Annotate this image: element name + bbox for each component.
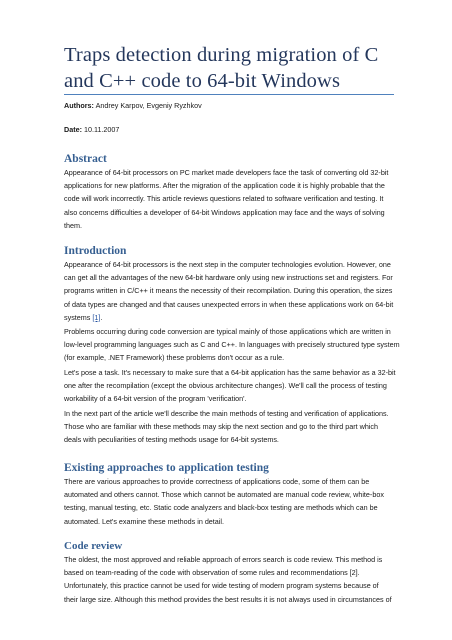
text-line: them. xyxy=(64,220,82,230)
text-line: workability of a 64-bit version of the program 'verification'. xyxy=(64,394,247,404)
text-line: There are various approaches to provide correctness of applications code, some of them can be xyxy=(64,477,370,486)
authors-value: Andrey Karpov, Evgeniy Ryzhkov xyxy=(95,101,202,110)
date-line xyxy=(64,125,119,135)
title-line-1: Traps detection during migration of C xyxy=(64,44,379,66)
text-line: The oldest, the most approved and reliable approach of errors search is code review. This method is xyxy=(64,555,383,564)
authors-line xyxy=(64,101,202,111)
text-line: testing, manual testing, etc. Static code analyzers and black-box testing are methods which can be xyxy=(64,503,378,513)
code-review-paragraph xyxy=(64,553,396,606)
abstract-heading: Abstract xyxy=(64,153,107,165)
date-value: 10.11.2007 xyxy=(83,125,120,134)
text-line: Appearance of 64-bit processors is the next step in the computer technologies evolution. However, one xyxy=(64,260,391,269)
text-line: automated and others cannot. Those which cannot be automated are manual code review, white-box xyxy=(64,490,384,500)
text-line: code will work incorrectly. This article reviews questions related to software verification and testing. It xyxy=(64,194,384,204)
text-line: Let's pose a task. It's necessary to make sure that a 64-bit application has the same behavior as a 32-bit xyxy=(64,368,396,377)
introduction-heading: Introduction xyxy=(64,245,127,257)
text-line: (for example, .NET Framework) these problems don't occur as a rule. xyxy=(64,353,285,363)
text-line: Problems occurring during code conversion are typical mainly of those applications which are written in xyxy=(64,327,391,336)
existing-approaches-paragraph xyxy=(64,475,396,528)
introduction-paragraph-3 xyxy=(64,366,396,406)
text-line: programs written in C/C++ it means the necessity of their recompilation. During this operation, the sizes xyxy=(64,286,393,296)
date-label: Date: xyxy=(64,125,82,134)
text-line: low-level programming languages such as C and C++. In languages with precisely structured type system xyxy=(64,340,400,350)
text-line: applications for new platforms. After the migration of the application code it is highly probable that the xyxy=(64,181,385,191)
text-line: can get all the advantages of the new 64-bit hardware only using new instructions set and registers. For xyxy=(64,273,393,283)
abstract-paragraph xyxy=(64,166,396,232)
text-line: In the next part of the article we'll describe the main methods of testing and verification of applications. xyxy=(64,409,389,418)
text-line: Unfortunately, this practice cannot be used for wide testing of modern program systems because of xyxy=(64,581,379,591)
title-divider xyxy=(64,94,394,95)
text-line xyxy=(64,311,396,324)
introduction-paragraph-2 xyxy=(64,325,400,365)
text-fragment: . xyxy=(100,312,103,322)
text-line: Appearance of 64-bit processors on PC market made developers face the task of converting old 32-bit xyxy=(64,168,389,177)
authors-label: Authors: xyxy=(64,101,94,110)
text-line: deals with peculiarities of testing methods usage for 64-bit systems. xyxy=(64,435,279,445)
code-review-heading: Code review xyxy=(64,540,123,552)
document-title xyxy=(64,42,404,94)
text-line: one after the recompilation (except the obvious architecture changes). We'll call the process of testing xyxy=(64,381,387,391)
text-line: also concerns difficulties a developer of 64-bit Windows application may face and the ways of solving xyxy=(64,207,385,217)
text-line: Those who are familiar with these methods may skip the next section and go to the third part which xyxy=(64,422,379,432)
text-line: of data types are changed and that causes unexpected errors in when these applications work on 64-bit xyxy=(64,299,394,309)
title-line-2: and C++ code to 64-bit Windows xyxy=(64,70,341,92)
introduction-paragraph-1 xyxy=(64,258,396,324)
text-line: automated. Let's examine these methods in detail. xyxy=(64,516,224,526)
existing-approaches-heading: Existing approaches to application testing xyxy=(64,462,269,474)
reference-link-1[interactable]: [1] xyxy=(92,312,101,322)
text-line: based on team-reading of the code with observation of some rules and recommendations [2]. xyxy=(64,568,360,578)
text-line: their large size. Although this method provides the best results it is not always used in circumstances of xyxy=(64,594,392,604)
introduction-paragraph-4 xyxy=(64,407,396,447)
text-fragment: systems xyxy=(64,312,93,322)
